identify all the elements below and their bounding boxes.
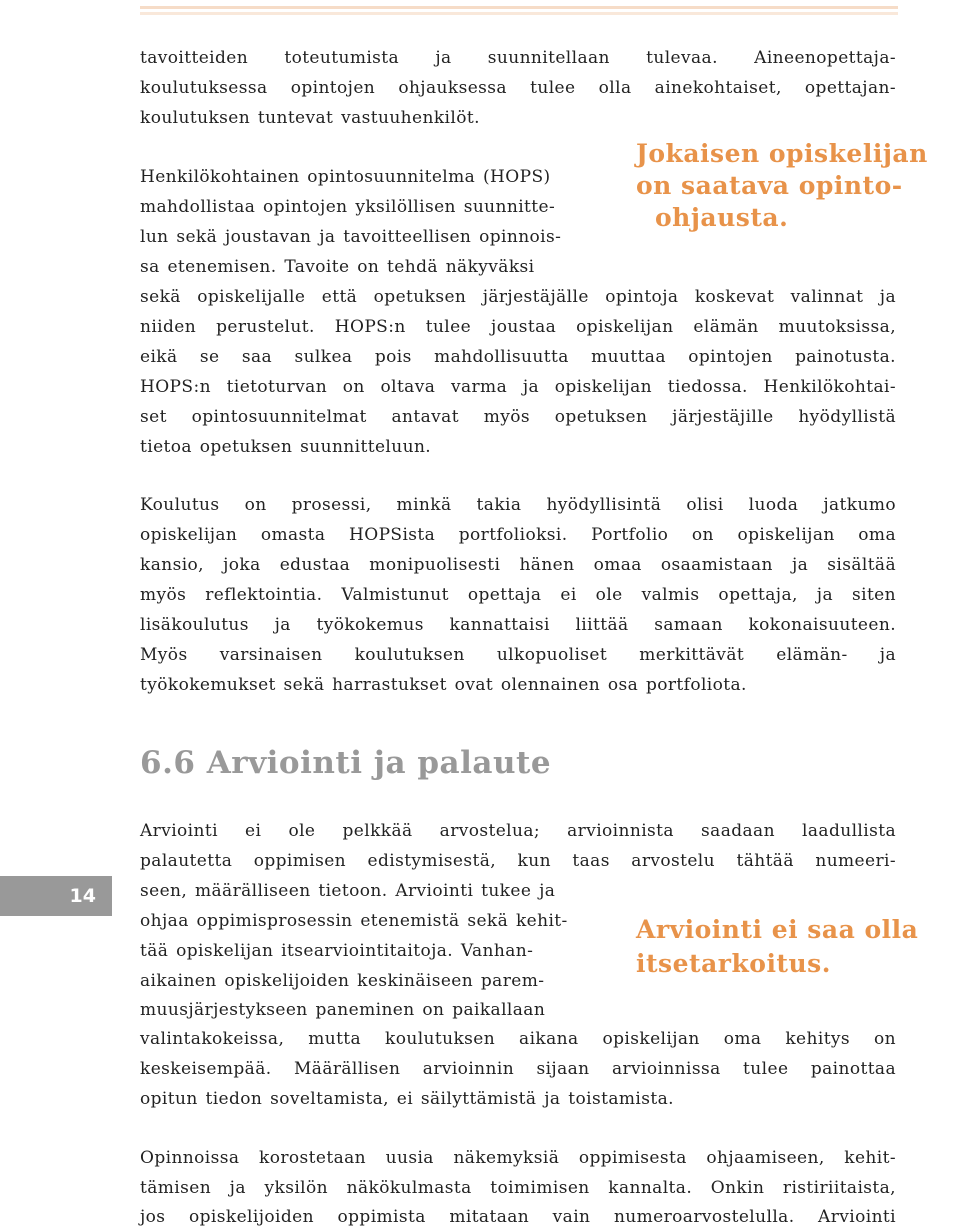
paragraph-2-line: lun sekä joustavan ja tavoitteellisen opinnois-	[140, 227, 562, 247]
paragraph-4-line: aikainen opiskelijoiden keskinäiseen parem-	[140, 971, 545, 991]
paragraph-2-line: sekä opiskelijalle että opetuksen järjestäjälle opintoja koskevat valinnat ja	[140, 287, 896, 307]
pull-quote-line: on saatava opinto-	[636, 171, 903, 200]
paragraph-5-line: Opinnoissa korostetaan uusia näkemyksiä oppimisesta ohjaamiseen, kehit-	[140, 1148, 896, 1168]
page-number: 14	[69, 885, 96, 907]
section-heading: 6.6 Arviointi ja palaute	[140, 745, 552, 781]
paragraph-3-line: kansio, joka edustaa monipuolisesti hänen omaa osaamistaan ja sisältää	[140, 555, 896, 575]
decorative-top-rule-secondary	[140, 12, 898, 15]
pull-quote-line: Arviointi ei saa olla	[636, 915, 919, 944]
paragraph-3-line: myös reflektointia. Valmistunut opettaja ei ole valmis opettaja, ja siten	[140, 585, 896, 605]
decorative-top-rule	[140, 6, 898, 9]
paragraph-4-line: seen, määrälliseen tietoon. Arviointi tukee ja	[140, 881, 556, 901]
paragraph-4-line: muusjärjestykseen paneminen on paikallaan	[140, 1000, 546, 1020]
pull-quote-line: Jokaisen opiskelijan	[636, 139, 928, 168]
paragraph-4-line: tää opiskelijan itsearviointitaitoja. Vanhan-	[140, 941, 534, 961]
paragraph-3-line: lisäkoulutus ja työkokemus kannattaisi liittää samaan kokonaisuuteen.	[140, 615, 896, 635]
pull-quote-line: itsetarkoitus.	[636, 949, 831, 978]
paragraph-2-line: niiden perustelut. HOPS:n tulee joustaa opiskelijan elämän muutoksissa,	[140, 317, 896, 337]
paragraph-4-line: opitun tiedon soveltamista, ei säilyttämistä ja toistamista.	[140, 1089, 674, 1109]
paragraph-1-line: koulutuksessa opintojen ohjauksessa tulee olla ainekohtaiset, opettajan-	[140, 78, 896, 98]
paragraph-1-line: koulutuksen tuntevat vastuuhenkilöt.	[140, 108, 480, 128]
paragraph-3-line: Koulutus on prosessi, minkä takia hyödyllisintä olisi luoda jatkumo	[140, 495, 896, 515]
pull-quote-line: ohjausta.	[655, 203, 789, 232]
page-number-tab	[0, 876, 112, 916]
paragraph-4-line: palautetta oppimisen edistymisestä, kun taas arvostelu tähtää numeeri-	[140, 851, 896, 871]
paragraph-2-line: HOPS:n tietoturvan on oltava varma ja opiskelijan tiedossa. Henkilökohtai-	[140, 377, 896, 397]
paragraph-4-line: keskeisempää. Määrällisen arvioinnin sijaan arvioinnissa tulee painottaa	[140, 1059, 896, 1079]
paragraph-2-line: sa etenemisen. Tavoite on tehdä näkyväksi	[140, 257, 535, 277]
paragraph-2-line: Henkilökohtainen opintosuunnitelma (HOPS)	[140, 167, 551, 187]
paragraph-1-line: tavoitteiden toteutumista ja suunnitellaan tulevaa. Aineenopettaja-	[140, 48, 896, 68]
paragraph-2-line: mahdollistaa opintojen yksilöllisen suunnitte-	[140, 197, 556, 217]
paragraph-3-line: Myös varsinaisen koulutuksen ulkopuoliset merkittävät elämän- ja	[140, 645, 896, 665]
paragraph-5-line: jos opiskelijoiden oppimista mitataan vain numeroarvostelulla. Arviointi	[140, 1207, 896, 1227]
paragraph-3-line: työkokemukset sekä harrastukset ovat olennainen osa portfoliota.	[140, 675, 747, 695]
paragraph-2-line: eikä se saa sulkea pois mahdollisuutta muuttaa opintojen painotusta.	[140, 347, 896, 367]
paragraph-4-line: valintakokeissa, mutta koulutuksen aikana opiskelijan oma kehitys on	[140, 1029, 896, 1049]
paragraph-3-line: opiskelijan omasta HOPSista portfolioksi. Portfolio on opiskelijan oma	[140, 525, 896, 545]
paragraph-4-line: Arviointi ei ole pelkkää arvostelua; arvioinnista saadaan laadullista	[140, 821, 896, 841]
paragraph-2-line: set opintosuunnitelmat antavat myös opetuksen järjestäjille hyödyllistä	[140, 407, 896, 427]
paragraph-5-line: tämisen ja yksilön näkökulmasta toimimisen kannalta. Onkin ristiriitaista,	[140, 1178, 896, 1198]
paragraph-4-line: ohjaa oppimisprosessin etenemistä sekä kehit-	[140, 911, 568, 931]
paragraph-2-line: tietoa opetuksen suunnitteluun.	[140, 437, 432, 457]
